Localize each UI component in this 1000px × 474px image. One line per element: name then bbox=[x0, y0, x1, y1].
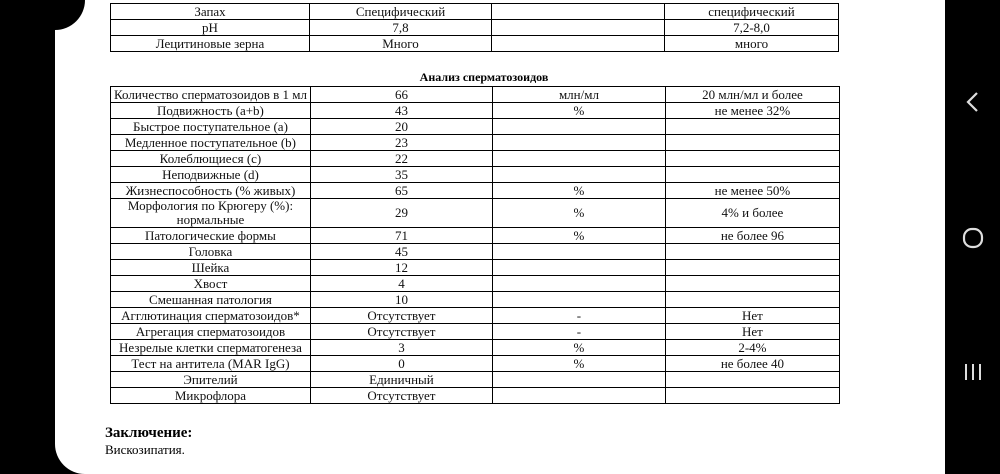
cell-norm: не менее 50% bbox=[665, 183, 839, 199]
table-row bbox=[111, 199, 840, 228]
table-row bbox=[111, 356, 840, 372]
table-row bbox=[111, 308, 840, 324]
table-row bbox=[111, 103, 840, 119]
back-button[interactable] bbox=[945, 90, 1000, 118]
cell-unit bbox=[492, 292, 665, 308]
cell-value: 4 bbox=[310, 276, 492, 292]
cell-unit: - bbox=[492, 324, 665, 340]
cell-norm bbox=[665, 260, 839, 276]
cell-unit: % bbox=[492, 228, 665, 244]
cell-norm: не более 96 bbox=[665, 228, 839, 244]
cell-value: Специфический bbox=[310, 4, 492, 20]
cell-value: 3 bbox=[310, 340, 492, 356]
analysis-section-title: Анализ сперматозоидов bbox=[419, 70, 549, 84]
cell-norm bbox=[665, 276, 839, 292]
cell-value: 45 bbox=[310, 244, 492, 260]
cell-norm: Нет bbox=[665, 324, 839, 340]
cell-unit bbox=[492, 4, 665, 20]
table-row bbox=[111, 260, 840, 276]
cell-norm bbox=[665, 244, 839, 260]
cell-norm bbox=[665, 135, 839, 151]
cell-norm: 7,2-8,0 bbox=[665, 20, 839, 36]
cell-name: Жизнеспособность (% живых) bbox=[111, 183, 311, 199]
cell-name: Агглютинация сперматозоидов* bbox=[111, 308, 311, 324]
table-row bbox=[111, 20, 839, 36]
cell-name: pH bbox=[111, 20, 310, 36]
cell-norm: 4% и более bbox=[665, 199, 839, 228]
cell-name: Патологические формы bbox=[111, 228, 311, 244]
table-row bbox=[111, 324, 840, 340]
cell-norm: много bbox=[665, 36, 839, 52]
cell-norm: 20 млн/мл и более bbox=[665, 87, 839, 103]
table-row bbox=[111, 135, 840, 151]
cell-name: Тест на антитела (MAR IgG) bbox=[111, 356, 311, 372]
cell-name: Смешанная патология bbox=[111, 292, 311, 308]
cell-unit: млн/мл bbox=[492, 87, 665, 103]
cell-name: Количество сперматозоидов в 1 мл bbox=[111, 87, 311, 103]
cell-value: Отсутствует bbox=[310, 324, 492, 340]
cell-unit: % bbox=[492, 103, 665, 119]
cell-unit bbox=[492, 276, 665, 292]
chevron-left-icon bbox=[963, 90, 983, 114]
cell-unit bbox=[492, 135, 665, 151]
cell-name: Микрофлора bbox=[111, 388, 311, 404]
cell-value: 29 bbox=[310, 199, 492, 228]
table-row bbox=[111, 292, 840, 308]
cell-value: 71 bbox=[310, 228, 492, 244]
cell-unit bbox=[492, 260, 665, 276]
cell-norm bbox=[665, 292, 839, 308]
cell-norm: специфический bbox=[665, 4, 839, 20]
table-row bbox=[111, 228, 840, 244]
cell-value: 0 bbox=[310, 356, 492, 372]
cell-name: Лецитиновые зерна bbox=[111, 36, 310, 52]
table-row bbox=[111, 119, 840, 135]
table-row bbox=[111, 167, 840, 183]
cell-value: 20 bbox=[310, 119, 492, 135]
cell-value: Отсутствует bbox=[310, 308, 492, 324]
cell-value: Отсутствует bbox=[310, 388, 492, 404]
cell-norm: не менее 32% bbox=[665, 103, 839, 119]
cell-norm: 2-4% bbox=[665, 340, 839, 356]
cell-value: Много bbox=[310, 36, 492, 52]
cell-name: Морфология по Крюгеру (%): нормальные bbox=[111, 199, 311, 228]
cell-norm bbox=[665, 388, 839, 404]
cell-value: 7,8 bbox=[310, 20, 492, 36]
top-results-table bbox=[110, 3, 839, 52]
cell-value: 12 bbox=[310, 260, 492, 276]
home-circle-icon bbox=[961, 226, 985, 250]
cell-name: Неподвижные (d) bbox=[111, 167, 311, 183]
cell-unit: - bbox=[492, 308, 665, 324]
table-row bbox=[111, 151, 840, 167]
cell-unit bbox=[492, 119, 665, 135]
conclusion-text: Вискозипатия. bbox=[105, 442, 185, 457]
table-row bbox=[111, 388, 840, 404]
cell-value: 23 bbox=[310, 135, 492, 151]
android-nav-bar bbox=[945, 0, 1000, 474]
cell-value: 43 bbox=[310, 103, 492, 119]
table-row bbox=[111, 372, 840, 388]
cell-name: Колеблющиеся (c) bbox=[111, 151, 311, 167]
cell-unit bbox=[492, 167, 665, 183]
cell-unit bbox=[492, 36, 665, 52]
cell-unit: % bbox=[492, 183, 665, 199]
cell-name: Медленное поступательное (b) bbox=[111, 135, 311, 151]
document-page bbox=[55, 0, 945, 474]
cell-name: Шейка bbox=[111, 260, 311, 276]
cell-name: Эпителий bbox=[111, 372, 311, 388]
cell-value: 66 bbox=[310, 87, 492, 103]
cell-unit bbox=[492, 388, 665, 404]
cell-norm: не более 40 bbox=[665, 356, 839, 372]
table-row bbox=[111, 183, 840, 199]
cell-name: Быстрое поступательное (a) bbox=[111, 119, 311, 135]
cell-name: Запах bbox=[111, 4, 310, 20]
sperm-analysis-table bbox=[110, 86, 840, 404]
cell-norm bbox=[665, 151, 839, 167]
cell-unit bbox=[492, 244, 665, 260]
table-row bbox=[111, 244, 840, 260]
cell-unit: % bbox=[492, 199, 665, 228]
cell-name: Головка bbox=[111, 244, 311, 260]
cell-norm bbox=[665, 119, 839, 135]
table-row bbox=[111, 36, 839, 52]
cell-value: 35 bbox=[310, 167, 492, 183]
cell-unit: % bbox=[492, 356, 665, 372]
table-row bbox=[111, 340, 840, 356]
cell-unit: % bbox=[492, 340, 665, 356]
cell-norm bbox=[665, 372, 839, 388]
cell-unit bbox=[492, 372, 665, 388]
cell-name: Агрегация сперматозоидов bbox=[111, 324, 311, 340]
table-row bbox=[111, 276, 840, 292]
table-row bbox=[111, 4, 839, 20]
home-button[interactable] bbox=[945, 226, 1000, 254]
recents-button[interactable] bbox=[945, 360, 1000, 388]
cell-norm bbox=[665, 167, 839, 183]
cell-norm: Нет bbox=[665, 308, 839, 324]
cell-value: 10 bbox=[310, 292, 492, 308]
cell-unit bbox=[492, 20, 665, 36]
table-row bbox=[111, 87, 840, 103]
cell-value: Единичный bbox=[310, 372, 492, 388]
recents-icon bbox=[962, 360, 984, 384]
cell-value: 65 bbox=[310, 183, 492, 199]
conclusion-title: Заключение: bbox=[105, 425, 193, 441]
cell-unit bbox=[492, 151, 665, 167]
cell-name: Подвижность (a+b) bbox=[111, 103, 311, 119]
cell-value: 22 bbox=[310, 151, 492, 167]
cell-name: Хвост bbox=[111, 276, 311, 292]
cell-name: Незрелые клетки сперматогенеза bbox=[111, 340, 311, 356]
